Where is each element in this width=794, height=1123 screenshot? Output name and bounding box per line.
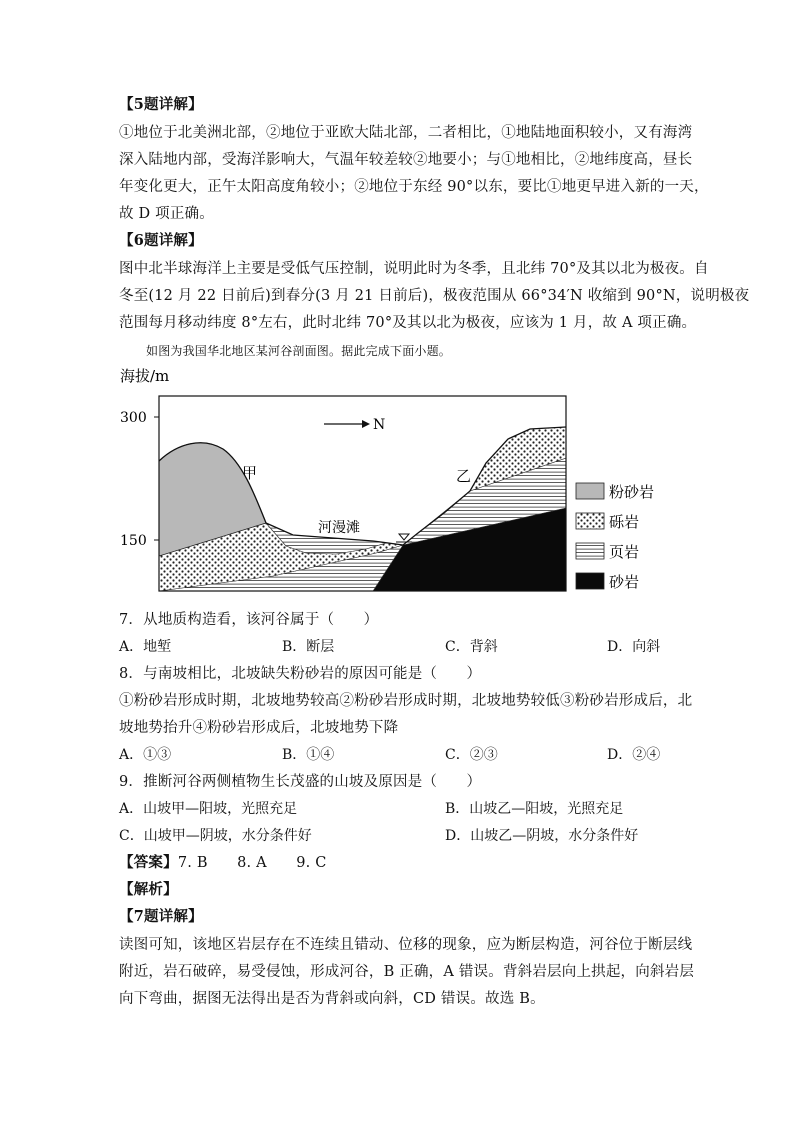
y-axis-label: 海拔/m [120, 367, 170, 385]
q5-line-4: 故 D 项正确。 [119, 206, 214, 222]
q8-option-a[interactable]: A．①③ [119, 747, 172, 763]
answer-line [119, 853, 327, 873]
legend-shale-swatch [576, 543, 604, 559]
q5-line-1: ①地位于北美洲北部，②地位于亚欧大陆北部，二者相比，①地陆地面积较小，又有海湾 [119, 125, 693, 141]
q6-line-1: 图中北半球海洋上主要是受低气压控制，说明此时为冬季，且北纬 70°及其以北为极夜。自 [119, 261, 709, 277]
q6-line-2: 冬至(12 月 22 日前后)到春分(3 月 21 日前后)，极夜范围从 66°34′N 收缩到 90°N，说明极夜 [119, 288, 750, 304]
q7-stem: 7．从地质构造看，该河谷属于（ ） [119, 612, 379, 628]
figure-intro: 如图为我国华北地区某河谷剖面图。据此完成下面小题。 [146, 344, 452, 358]
q7-option-a[interactable]: A．地堑 [119, 639, 172, 655]
legend-conglomerate-label: 砾岩 [609, 513, 640, 531]
q9-stem: 9．推断河谷两侧植物生长茂盛的山坡及原因是（ ） [119, 774, 482, 790]
water-level-icon [399, 534, 409, 540]
q8-stem: 8．与南坡相比，北坡缺失粉砂岩的原因可能是（ ） [119, 666, 482, 682]
slope-yi-label: 乙 [456, 467, 472, 485]
legend-sandstone-swatch [576, 573, 604, 589]
q9-option-b[interactable]: B．山坡乙—阳坡，光照充足 [445, 801, 624, 817]
q7-explanation-line-1: 读图可知，该地区岩层存在不连续且错动、位移的现象，应为断层构造，河谷位于断层线 [119, 937, 693, 953]
q6-header: 【6题详解】 [119, 232, 203, 249]
q7-option-c[interactable]: C．背斜 [445, 639, 498, 655]
legend-siltstone-swatch [576, 483, 604, 499]
legend-conglomerate-swatch [576, 513, 604, 529]
q6-line-3: 范围每月移动纬度 8°左右，此时北纬 70°及其以北为极夜，应该为 1 月，故 A 项正确。 [119, 315, 697, 331]
q5-line-3: 年变化更大，正午太阳高度角较小；②地位于东经 90°以东，要比①地更早进入新的一天， [119, 179, 709, 195]
q7-option-b[interactable]: B．断层 [282, 639, 335, 655]
answer-tag: 【答案】 [119, 854, 178, 871]
q7-explanation-line-3: 向下弯曲，据图无法得出是否为背斜或向斜，CD 错误。故选 B。 [119, 991, 545, 1007]
legend-siltstone-label: 粉砂岩 [609, 483, 655, 501]
legend-sandstone-label: 砂岩 [609, 573, 640, 591]
tick-150-label: 150 [120, 533, 147, 549]
q8-option-d[interactable]: D．②④ [607, 747, 661, 763]
q9-option-d[interactable]: D．山坡乙—阴坡，水分条件好 [445, 828, 639, 844]
north-arrow-head [362, 420, 370, 428]
q8-option-c[interactable]: C．②③ [445, 747, 498, 763]
q9-option-a[interactable]: A．山坡甲—阳坡，光照充足 [119, 801, 298, 817]
legend-shale-label: 页岩 [609, 543, 640, 561]
q8-option-b[interactable]: B．①④ [282, 747, 335, 763]
slope-jia-label: 甲 [242, 464, 258, 482]
analysis-tag: 【解析】 [119, 881, 178, 898]
q8-extra-1: ①粉砂岩形成时期，北坡地势较高②粉砂岩形成时期，北坡地势较低③粉砂岩形成后，北 [119, 693, 693, 709]
north-label: N [373, 417, 386, 433]
valley-cross-section-figure [118, 363, 678, 603]
q5-header: 【5题详解】 [119, 96, 203, 113]
answer-text: 7. B 8. A 9. C [177, 855, 327, 871]
q7-explanation-line-2: 附近，岩石破碎，易受侵蚀，形成河谷，B 正确，A 错误。背斜岩层向上拱起，向斜岩层 [119, 964, 695, 980]
q7-explanation-header: 【7题详解】 [119, 908, 203, 925]
q9-option-c[interactable]: C．山坡甲—阴坡，水分条件好 [119, 828, 312, 844]
q5-line-2: 深入陆地内部，受海洋影响大，气温年较差较②地要小；与①地相比，②地纬度高，昼长 [119, 152, 693, 168]
q7-option-d[interactable]: D．向斜 [607, 639, 661, 655]
tick-300-label: 300 [120, 410, 147, 426]
q8-extra-2: 坡地势抬升④粉砂岩形成后，北坡地势下降 [119, 720, 399, 736]
floodplain-label: 河漫滩 [318, 520, 360, 536]
